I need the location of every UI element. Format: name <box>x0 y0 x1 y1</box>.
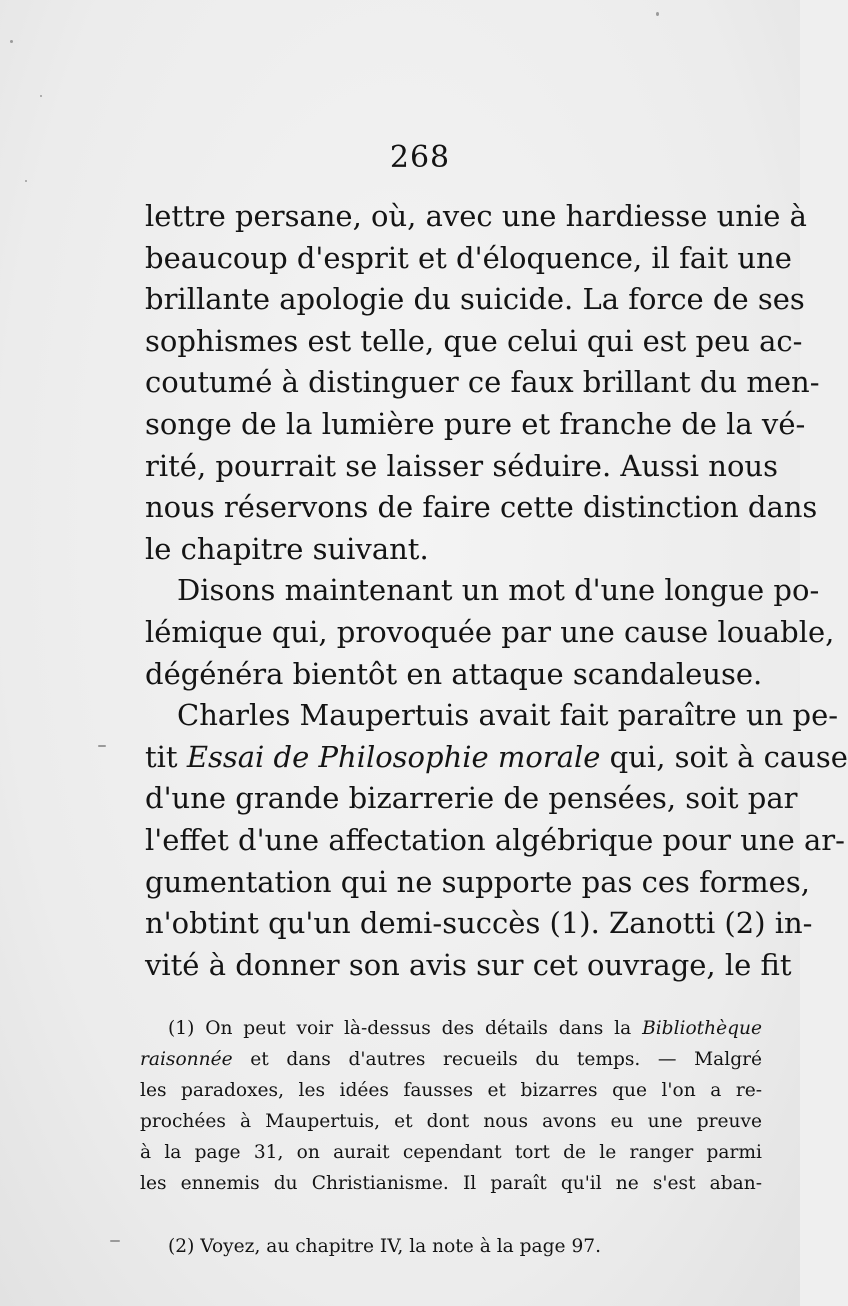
text-line: nous réservons de faire cette distinction dans <box>145 490 818 525</box>
text-line: gumentation qui ne supporte pas ces formes, <box>145 864 810 899</box>
footnote-line: raisonnée et dans d'autres recueils du temps. — Malgré <box>140 1049 762 1070</box>
footnote-2 <box>140 1231 762 1262</box>
essay-title: Essai de Philosophie morale <box>186 739 601 774</box>
footnote-line: prochées à Maupertuis, et dont nous avons eu une preuve <box>140 1111 762 1132</box>
paper-speck <box>98 745 106 747</box>
text-line: brillante apologie du suicide. La force de ses <box>145 282 805 317</box>
text-line: vité à donner son avis sur cet ouvrage, le fit <box>145 947 792 982</box>
text-line: songe de la lumière pure et franche de la vé- <box>145 406 806 441</box>
text-line: n'obtint qu'un demi-succès (1). Zanotti (2) in- <box>145 906 813 941</box>
paper-speck <box>110 1240 120 1242</box>
footnote-line: (2) Voyez, au chapitre IV, la note à la page 97. <box>168 1236 602 1257</box>
paper-speck <box>40 95 42 97</box>
footnote-line: les ennemis du Christianisme. Il paraît qu'il ne s'est aban- <box>140 1173 762 1194</box>
footnote-line: (1) On peut voir là-dessus des détails dans la Bibliothèque <box>168 1018 762 1039</box>
text-line: lettre persane, où, avec une hardiesse unie à <box>145 199 807 233</box>
footnote-line: à la page 31, on aurait cependant tort de le ranger parmi <box>140 1142 762 1163</box>
body-text <box>145 196 848 986</box>
text-line: sophismes est telle, que celui qui est peu ac- <box>145 323 803 358</box>
text-line: dégénéra bientôt en attaque scandaleuse. <box>145 656 763 691</box>
text-line: Disons maintenant un mot d'une longue po- <box>177 573 820 608</box>
footnote-1 <box>140 1013 762 1199</box>
paper-speck <box>656 12 659 16</box>
text-line: le chapitre suivant. <box>145 531 429 566</box>
text-line: l'effet d'une affectation algébrique pour une ar- <box>145 822 845 857</box>
text-line: Charles Maupertuis avait fait paraître un pe- <box>177 698 839 733</box>
text-line: lémique qui, provoquée par une cause louable, <box>145 614 835 649</box>
text-line: rité, pourrait se laisser séduire. Aussi nous <box>145 448 778 483</box>
text-line: coutumé à distinguer ce faux brillant du men- <box>145 365 820 400</box>
footnote-line: les paradoxes, les idées fausses et bizarres que l'on a re- <box>140 1080 762 1101</box>
paper-speck <box>10 40 13 43</box>
text-line: beaucoup d'esprit et d'éloquence, il fait une <box>145 240 792 275</box>
text-line: d'une grande bizarrerie de pensées, soit par <box>145 781 798 816</box>
paper-speck <box>25 180 27 182</box>
text-line: tit Essai de Philosophie morale qui, soit à cause <box>145 739 848 774</box>
page-number: 268 <box>389 140 451 175</box>
